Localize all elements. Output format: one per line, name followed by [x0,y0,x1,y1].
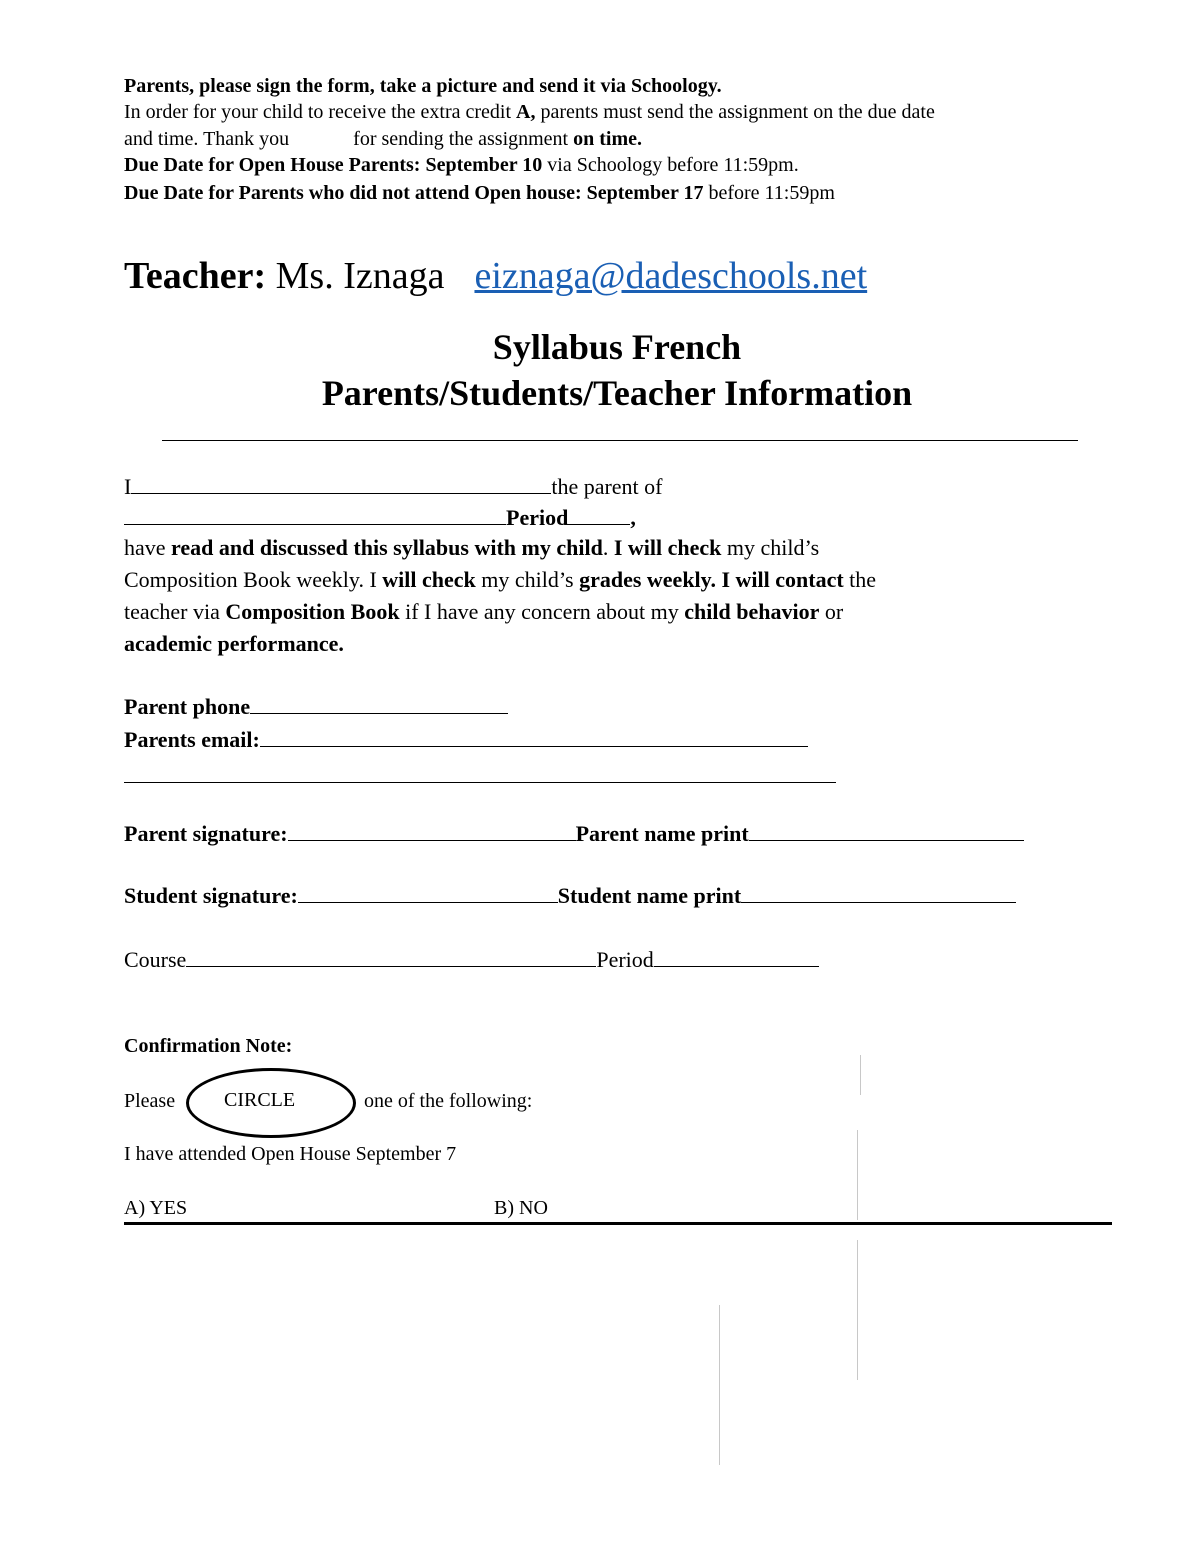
student-signature-label: Student signature: [124,883,298,908]
page-title: Syllabus French [492,327,742,367]
circle-word: CIRCLE [224,1089,296,1111]
please-text: Please [124,1090,176,1112]
agreement-line-2: Period , [124,504,636,531]
period-field[interactable] [654,946,819,967]
parent-name-print-label: Parent name print [575,821,749,846]
agreement-period-blank[interactable] [568,504,630,525]
scan-mark-2 [857,1130,858,1220]
parent-signature-field[interactable] [288,820,576,841]
parents-email-second-line[interactable] [124,782,836,783]
student-name-print-label: Student name print [557,883,742,908]
title-divider [162,440,1078,441]
parent-name-blank[interactable] [131,473,551,494]
teacher-name: Ms. Iznaga [266,255,445,297]
parent-signature-row [124,820,1024,847]
parent-name-print-field[interactable] [749,820,1024,841]
parents-email-row [124,726,808,753]
parent-signature-label: Parent signature: [124,821,288,846]
course-field[interactable] [186,946,596,967]
course-row [124,946,819,973]
teacher-email-link[interactable]: eiznaga@dadeschools.net [474,255,868,297]
scan-mark-3 [857,1240,858,1380]
parents-email-field[interactable] [260,726,808,747]
agreement-line-4: Composition Book weekly. I will check my child’s grades weekly. I will contact the [124,567,877,592]
due-date-no-open-house: Due Date for Parents who did not attend Open house: September 17 before 11:59pm [124,182,835,204]
agreement-line-6: academic performance. [124,631,344,656]
scan-mark-1 [860,1055,861,1095]
instructions-heading: Parents, please sign the form, take a picture and send it via Schoology. [124,75,722,97]
instructions-line-2: In order for your child to receive the extra credit A, parents must send the assignment on the due date [124,101,935,123]
parent-phone-label: Parent phone [124,694,251,719]
course-label: Course [124,947,187,972]
agreement-line-1: I the parent of [124,474,663,499]
following-text: one of the following: [364,1090,533,1112]
page-subtitle: Parents/Students/Teacher Information [321,373,913,413]
parent-phone-row [124,693,508,720]
option-yes[interactable]: A) YES [124,1197,188,1219]
due-date-open-house: Due Date for Open House Parents: September 10 via Schoology before 11:59pm. [124,154,799,176]
agreement-line-3: have read and discussed this syllabus with my child. I will check my child’s [124,535,820,560]
scan-mark-4 [719,1305,720,1465]
teacher-label: Teacher: [124,255,267,297]
parents-email-label: Parents email: [124,727,260,752]
agreement-line-5: teacher via Composition Book if I have any concern about my child behavior or [124,599,844,624]
bottom-rule [124,1222,1112,1225]
student-signature-row [124,882,1016,909]
parent-phone-field[interactable] [250,693,508,714]
period-label: Period [596,947,654,972]
student-signature-field[interactable] [298,882,558,903]
child-name-blank[interactable] [124,504,506,525]
open-house-question: I have attended Open House September 7 [124,1143,457,1165]
instructions-line-3: and time. Thank you for sending the assignment on time. [124,128,643,150]
teacher-line [124,254,867,298]
confirmation-heading: Confirmation Note: [124,1035,293,1057]
student-name-print-field[interactable] [741,882,1016,903]
instructions-line-1 [124,75,722,98]
option-no[interactable]: B) NO [494,1197,548,1219]
